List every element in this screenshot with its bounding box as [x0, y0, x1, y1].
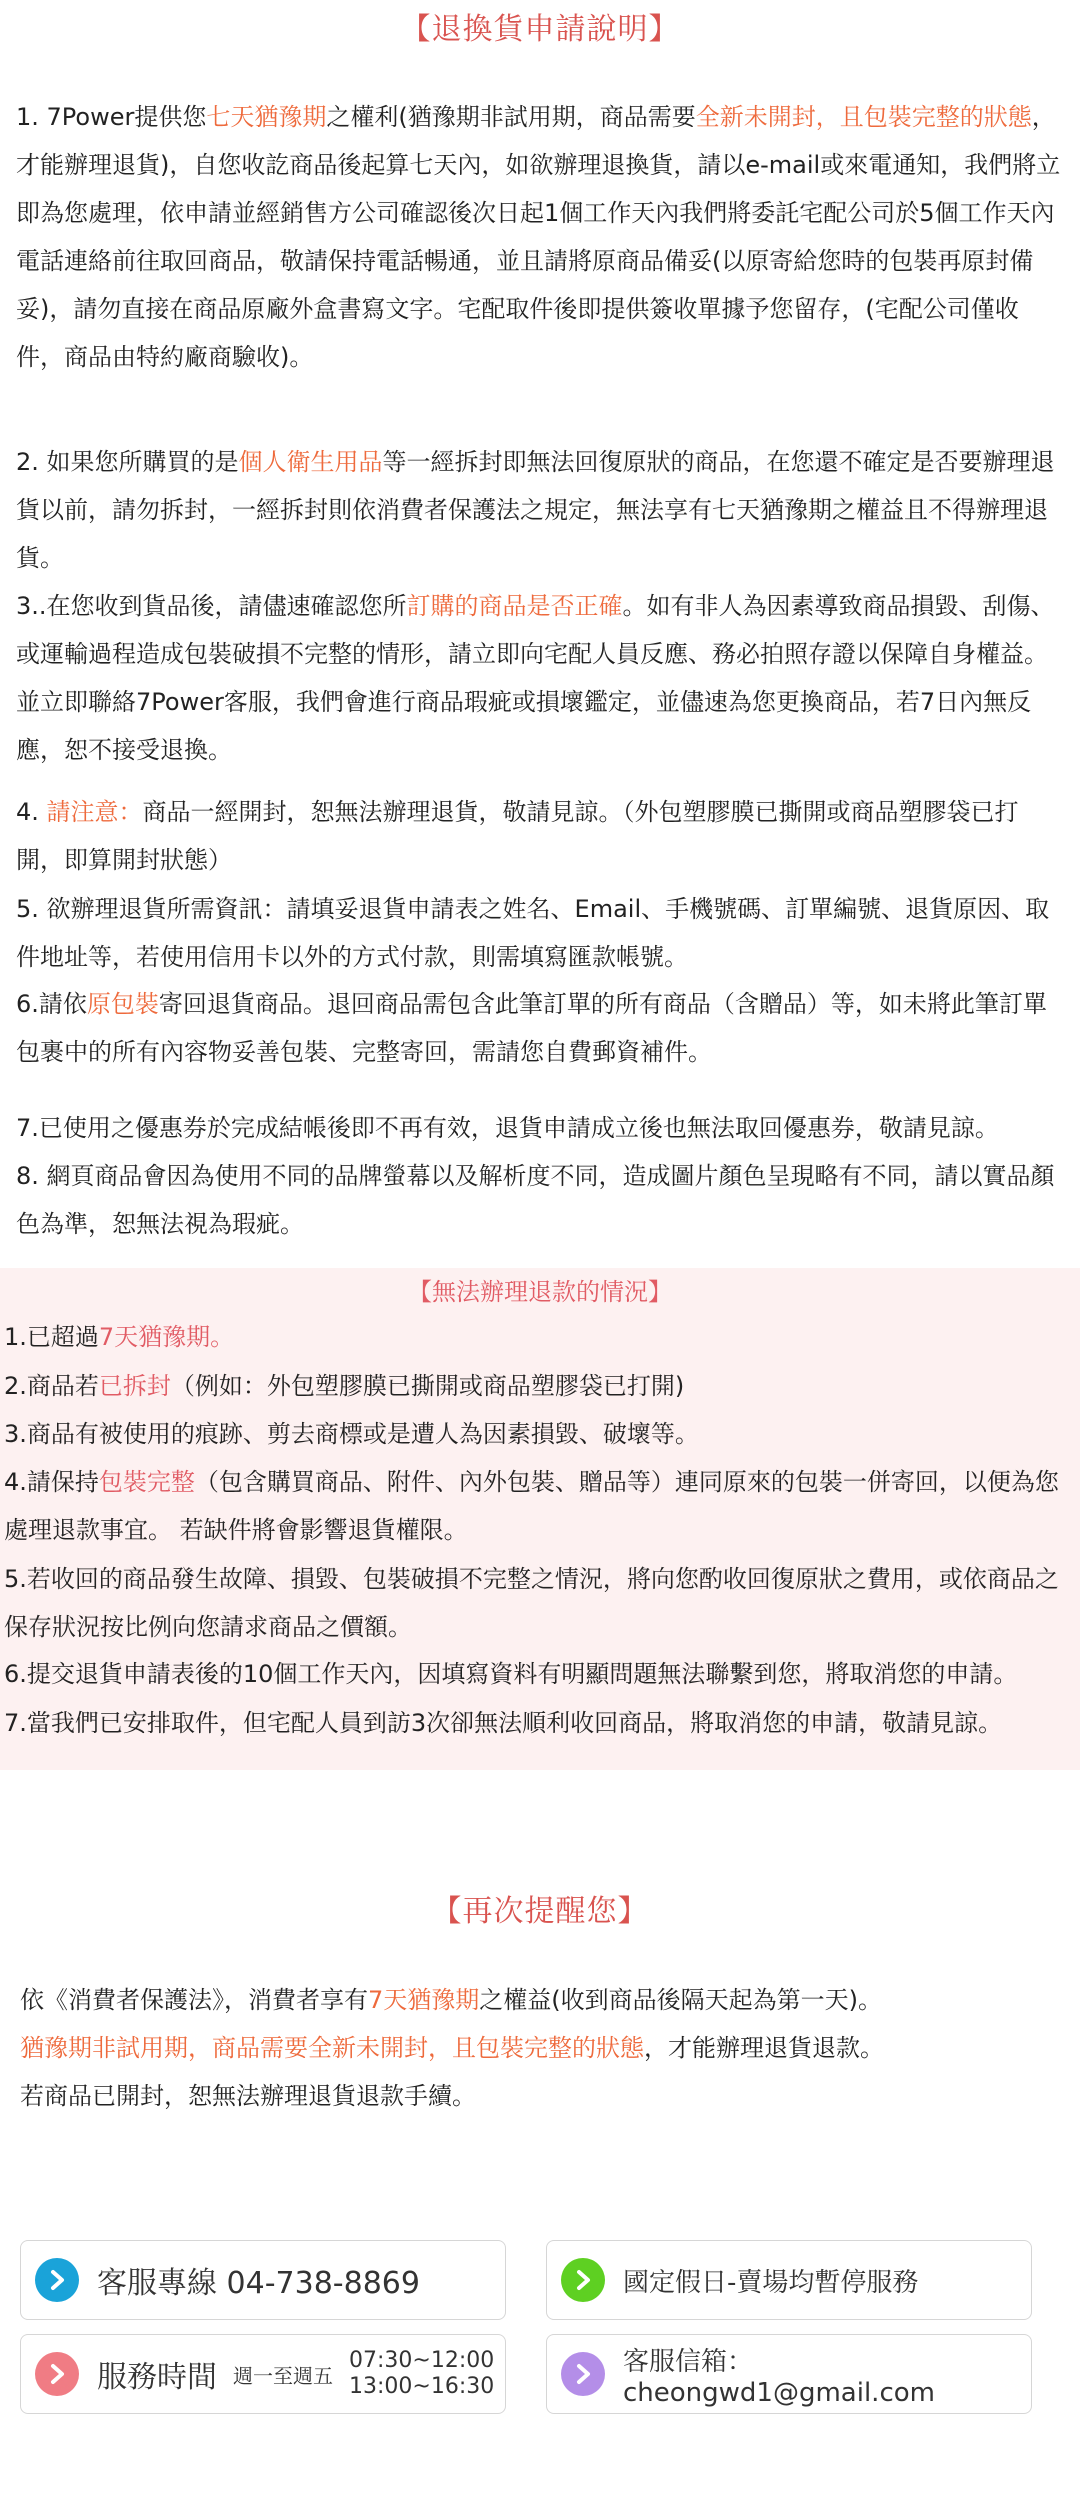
hours-card [20, 2334, 506, 2414]
highlight-original-pack: 原包裝 [86, 990, 159, 1018]
chevron-right-icon [35, 2258, 79, 2302]
no-refund-item-1: 1.已超過7天猶豫期。 [4, 1323, 235, 1351]
page-title: 【退換貨申請說明】 [400, 12, 680, 47]
no-refund-item-2: 2.商品若已拆封（例如：外包塑膠膜已撕開或商品塑膠袋已打開) [4, 1372, 685, 1400]
no-refund-item-4: 4.請保持包裝完整（包含購買商品、附件、內外包裝、贈品等）連同原來的包裝一併寄回，以便為您處理退款事宜。 若缺件將會影響退貨權限。 [4, 1468, 1059, 1544]
phone-card[interactable] [20, 2240, 506, 2320]
phone-text: 客服專線 04-738-8869 [97, 2266, 420, 2301]
chevron-right-icon [35, 2352, 79, 2396]
policy-item-3: 3..在您收到貨品後，請儘速確認您所訂購的商品是否正確。如有非人為因素導致商品損毀、刮傷、或運輸過程造成包裝破損不完整的情形，請立即向宅配人員反應、務必拍照存證以保障自身權益。並立即聯絡7Power客服，我們會進行商品瑕疵或損壞鑑定，並儘速為您更換商品，若7日內無反應，恕不接受退換。 [16, 592, 1055, 764]
hours-times: 07:30~12:00 13:00~16:30 [349, 2348, 495, 2399]
highlight-unopened: 全新未開封，且包裝完整的狀態 [695, 103, 1032, 131]
email-card[interactable] [546, 2334, 1032, 2414]
no-refund-item-7: 7.當我們已安排取件，但宅配人員到訪3次卻無法順利收回商品，將取消您的申請，敬請見諒。 [4, 1709, 1003, 1737]
no-refund-item-5: 5.若收回的商品發生故障、損毀、包裝破損不完整之情況，將向您酌收回復原狀之費用，或依商品之保存狀況按比例向您請求商品之價額。 [4, 1565, 1059, 1641]
highlight-notice: 請注意： [46, 798, 143, 826]
reminder-line-1: 依《消費者保護法》，消費者享有7天猶豫期之權益(收到商品後隔天起為第一天)。 [20, 1986, 883, 2014]
email-text: 客服信箱：cheongwd1@gmail.com [623, 2346, 935, 2408]
hours-label: 服務時間 [97, 2360, 217, 2395]
policy-item-6: 6.請依原包裝寄回退貨商品。退回商品需包含此筆訂單的所有商品（含贈品）等，如未將此筆訂單包裹中的所有內容物妥善包裝、完整寄回，需請您自費郵資補件。 [16, 990, 1047, 1066]
no-refund-title: 【無法辦理退款的情況】 [408, 1278, 672, 1306]
policy-item-2: 2. 如果您所購買的是個人衛生用品等一經拆封即無法回復原狀的商品，在您還不確定是否要辦理退貨以前，請勿拆封，一經拆封則依消費者保護法之規定，無法享有七天猶豫期之權益且不得辦理退貨。 [16, 448, 1055, 572]
reminder-line-3: 若商品已開封，恕無法辦理退貨退款手續。 [20, 2082, 476, 2110]
policy-item-5: 5. 欲辦理退貨所需資訊：請填妥退貨申請表之姓名、Email、手機號碼、訂單編號、退貨原因、取件地址等，若使用信用卡以外的方式付款，則需填寫匯款帳號。 [16, 895, 1050, 971]
highlight-seven-day: 七天猶豫期 [206, 103, 327, 131]
holiday-card [546, 2240, 1032, 2320]
policy-item-4: 4. 請注意：商品一經開封，恕無法辦理退貨，敬請見諒。（外包塑膠膜已撕開或商品塑膠袋已打開，即算開封狀態） [16, 798, 1019, 874]
highlight-hygiene: 個人衛生用品 [238, 448, 383, 476]
chevron-right-icon [561, 2258, 605, 2302]
holiday-text: 國定假日-賣場均暫停服務 [623, 2267, 919, 2298]
hours-days: 週一至週五 [233, 2363, 333, 2388]
policy-item-7: 7.已使用之優惠券於完成結帳後即不再有效，退貨申請成立後也無法取回優惠券，敬請見諒。 [16, 1114, 999, 1142]
reminder-line-2: 猶豫期非試用期，商品需要全新未開封，且包裝完整的狀態，才能辦理退貨退款。 [20, 2034, 884, 2062]
chevron-right-icon [561, 2352, 605, 2396]
reminder-title: 【再次提醒您】 [431, 1894, 649, 1929]
policy-item-8: 8. 網頁商品會因為使用不同的品牌螢幕以及解析度不同，造成圖片顏色呈現略有不同，請以實品顏色為準，恕無法視為瑕疵。 [16, 1162, 1055, 1238]
policy-item-1: 1. 7Power提供您七天猶豫期之權利(猶豫期非試用期，商品需要全新未開封，且包裝完整的狀態，才能辦理退貨)，自您收訖商品後起算七天內，如欲辦理退換貨，請以e-mail或來電通知，我們將立即為您處理，依申請並經銷售方公司確認後次日起1個工作天內我們將委託宅配公司於5個工作天內電話連絡前往取回商品，敬請保持電話暢通，並且請將原商品備妥(以原寄給您時的包裝再原封備妥)，請勿直接在商品原廠外盒書寫文字。宅配取件後即提供簽收單據予您留存，(宅配公司僅收件，商品由特約廠商驗收)。 [16, 103, 1061, 371]
no-refund-item-6: 6.提交退貨申請表後的10個工作天內，因填寫資料有明顯問題無法聯繫到您，將取消您的申請。 [4, 1660, 1018, 1688]
highlight-order-correct: 訂購的商品是否正確 [406, 592, 623, 620]
no-refund-item-3: 3.商品有被使用的痕跡、剪去商標或是遭人為因素損毀、破壞等。 [4, 1420, 699, 1448]
